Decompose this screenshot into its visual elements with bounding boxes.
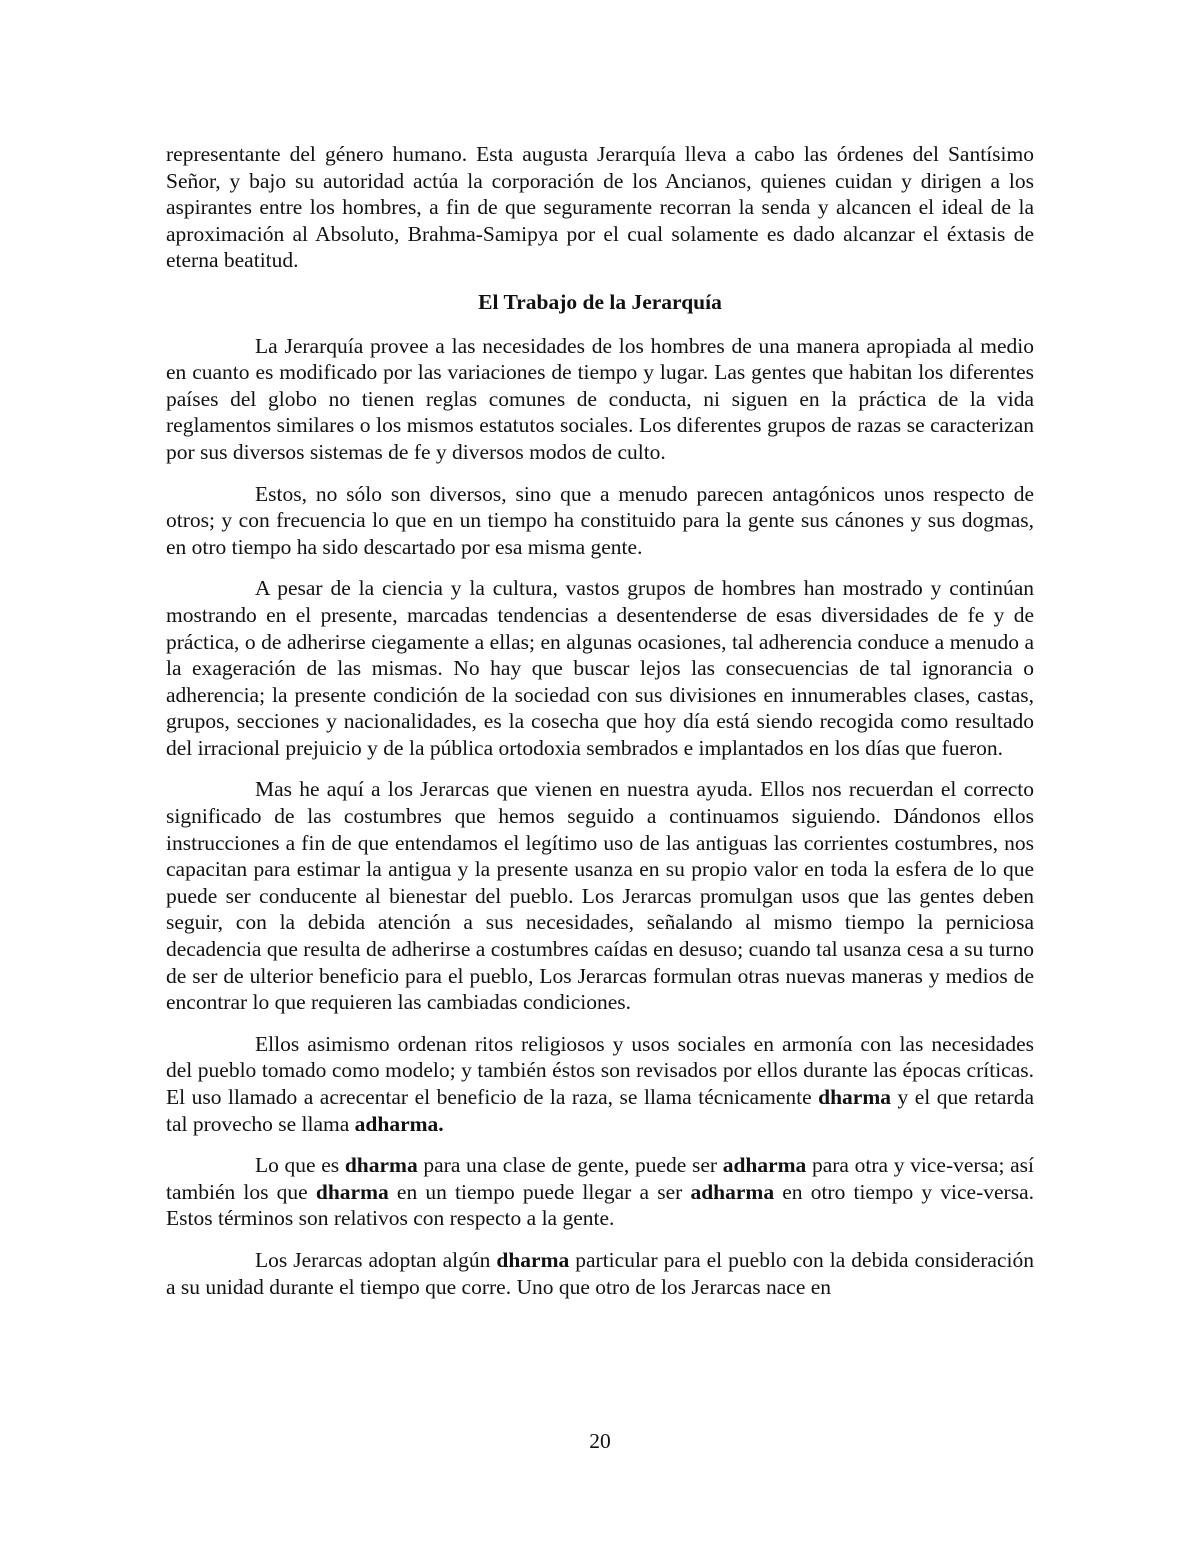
text-run: en otro tiempo y vice-versa. Estos términos son relativos con respecto a la gente. — [166, 1179, 1034, 1231]
paragraph — [166, 1247, 1034, 1300]
page-content — [166, 141, 1034, 1315]
text-run: A pesar de la ciencia y la cultura, vastos grupos de hombres han mostrado y continúan mostrando en el presente, marcadas tendencias a desentenderse de esas diversidades de fe y de práctica, o de adherirse ciegamente a ellas; en algunas ocasiones, tal adherencia conduce a menudo a la exageración de las mismas. No hay que buscar lejos las consecuencias de tal ignorancia o adherencia; la presente condición de la sociedad con sus divisiones en innumerables clases, castas, grupos, secciones y nacionalidades, es la cosecha que hoy día está siendo recogida como resultado del irracional prejuicio y de la pública ortodoxia sembrados e implantados en los días que fueron. — [166, 576, 1034, 760]
page-number: 20 — [589, 1429, 611, 1453]
text-run: Los Jerarcas adoptan algún — [255, 1247, 497, 1272]
bold-term: dharma — [315, 1179, 389, 1204]
text-run: Lo que es — [255, 1153, 345, 1178]
text-run: representante del género humano. Esta augusta Jerarquía lleva a cabo las órdenes del Santísimo Señor, y bajo su autoridad actúa la corporación de los Ancianos, quienes cuidan y dirigen a los aspirantes entre los hombres, a fin de que seguramente recorran la senda y alcancen el ideal de la aproximación al Absoluto, Brahma-Samipya por el cual solamente es dado alcanzar el éxtasis de eterna beatitud. — [166, 142, 1034, 273]
text-run: para otra y vice-versa; así también los que — [166, 1153, 1035, 1204]
text-run: en un tiempo puede llegar a ser — [388, 1179, 691, 1204]
text-run: La Jerarquía provee a las necesidades de los hombres de una manera apropiada al medio en cuanto es modificado por las variaciones de tiempo y lugar. Las gentes que habitan los diferentes países del globo no tienen reglas comunes de conducta, ni siguen en la práctica de la vida reglamentos similares o los mismos estatutos sociales. Los diferentes grupos de razas se caracterizan por sus diversos sistemas de fe y diversos modos de culto. — [166, 333, 1034, 464]
paragraph — [166, 575, 1034, 761]
text-run: particular para el pueblo con la debida consideración a su unidad durante el tiempo que corre. Uno que otro de los Jerarcas nace en — [166, 1247, 1034, 1299]
paragraph — [166, 333, 1034, 466]
text-run: Ellos asimismo ordenan ritos religiosos y usos sociales en armonía con las necesidades del pueblo tomado como modelo; y también éstos son revisados por ellos durante las épocas críticas. El uso llamado a acrecentar el beneficio de la raza, se llama técnicamente — [166, 1031, 1034, 1109]
paragraph — [166, 776, 1034, 1015]
paragraph-continuation — [166, 141, 1034, 274]
section-heading: El Trabajo de la Jerarquía — [478, 289, 722, 314]
bold-term: dharma — [496, 1247, 570, 1272]
text-run: Mas he aquí a los Jerarcas que vienen en nuestra ayuda. Ellos nos recuerdan el correcto significado de las costumbres que hemos seguido a continuamos siguiendo. Dándonos ellos instrucciones a fin de que entendamos el legítimo uso de las antiguas las corrientes costumbres, nos capacitan para estimar la antigua y la presente usanza en su propio valor en toda la esfera de lo que puede ser conducente al bienestar del pueblo. Los Jerarcas promulgan usos que las gentes deben seguir, con la debida atención a sus necesidades, señalando al mismo tiempo la perniciosa decadencia que resulta de adherirse a costumbres caídas en desuso; cuando tal usanza cesa a su turno de ser de ulterior beneficio para el pueblo, Los Jerarcas formulan otras nuevas maneras y medios de encontrar lo que requieren las cambiadas condiciones. — [166, 777, 1034, 1015]
text-run: y el que retarda tal provecho se llama — [166, 1085, 1035, 1136]
paragraph — [166, 481, 1034, 561]
paragraph — [166, 1031, 1034, 1137]
paragraph — [166, 1152, 1034, 1232]
bold-term: adharma — [722, 1153, 807, 1178]
text-run: Estos, no sólo son diversos, sino que a menudo parecen antagónicos unos respecto de otros; y con frecuencia lo que en un tiempo ha constituido para la gente sus cánones y sus dogmas, en otro tiempo ha sido descartado por esa misma gente. — [166, 481, 1034, 559]
bold-term: adharma — [690, 1179, 775, 1204]
bold-term: dharma — [818, 1085, 892, 1109]
text-run: para una clase de gente, puede ser — [417, 1153, 723, 1178]
bold-term: adharma. — [354, 1111, 444, 1136]
bold-term: dharma — [344, 1153, 418, 1178]
